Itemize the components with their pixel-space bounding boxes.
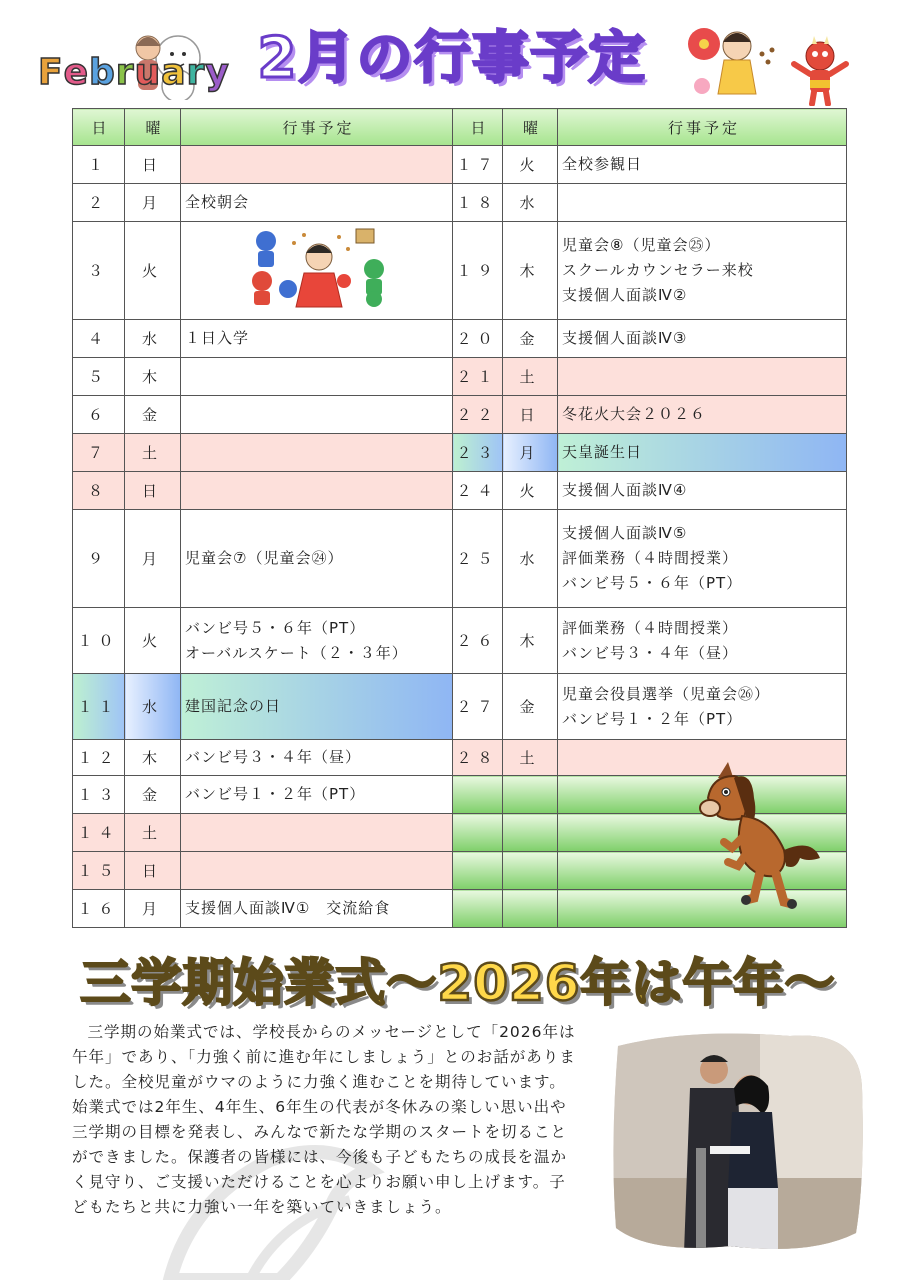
event-cell: [181, 472, 453, 510]
event-line: 児童会役員選挙（児童会㉖）: [562, 684, 771, 703]
header-dow: 曜: [503, 109, 558, 146]
event-cell: １日入学: [181, 320, 453, 358]
event-cell: [181, 852, 453, 890]
event-cell: [558, 608, 847, 674]
weekday-cell: 土: [125, 814, 181, 852]
day-cell: ２２: [453, 396, 503, 434]
event-line: バンビ号５・６年（PT）: [185, 618, 366, 637]
event-cell: [181, 434, 453, 472]
weekday-cell: 水: [125, 674, 181, 740]
day-cell: ２１: [453, 358, 503, 396]
event-cell: [181, 396, 453, 434]
month-letter: a: [161, 52, 187, 93]
table-row: [73, 358, 847, 396]
ceremony-photo: [610, 1028, 865, 1253]
table-row: [73, 396, 847, 434]
day-cell: ２５: [453, 510, 503, 608]
weekday-cell: 月: [125, 890, 181, 928]
event-cell: 支援個人面談Ⅳ① 交流給食: [181, 890, 453, 928]
event-cell: [558, 510, 847, 608]
weekday-cell: 土: [503, 358, 558, 396]
event-cell: [181, 358, 453, 396]
weekday-cell: 火: [125, 222, 181, 320]
month-letter: b: [89, 52, 116, 93]
day-cell: １２: [73, 740, 125, 776]
event-cell: 冬花火大会２０２６: [558, 396, 847, 434]
page-title: 2月の行事予定: [257, 26, 647, 91]
day-cell: ２８: [453, 740, 503, 776]
table-row: [73, 608, 847, 674]
weekday-cell: 日: [125, 852, 181, 890]
day-cell: １: [73, 146, 125, 184]
event-line: 評価業務（４時間授業）: [562, 618, 739, 637]
event-line: バンビ号５・６年（PT）: [562, 574, 743, 592]
event-cell: [558, 674, 847, 740]
page-header: [0, 0, 905, 108]
weekday-cell: 火: [503, 472, 558, 510]
event-cell: [558, 358, 847, 396]
day-cell: １３: [73, 776, 125, 814]
event-cell: 支援個人面談Ⅳ③: [558, 320, 847, 358]
header-dow: 曜: [125, 109, 181, 146]
weekday-cell: 日: [125, 472, 181, 510]
weekday-cell: 水: [125, 320, 181, 358]
event-cell: [181, 814, 453, 852]
table-row: [73, 434, 847, 472]
filler-cell: [503, 776, 558, 814]
table-header-row: [73, 109, 847, 146]
day-cell: ２: [73, 184, 125, 222]
weekday-cell: 火: [503, 146, 558, 184]
weekday-cell: 水: [503, 184, 558, 222]
day-cell: ２０: [453, 320, 503, 358]
weekday-cell: 日: [503, 396, 558, 434]
header-day: 日: [453, 109, 503, 146]
event-cell: [181, 146, 453, 184]
weekday-cell: 月: [125, 510, 181, 608]
section-title: 三学期始業式～2026年は午年～: [80, 954, 836, 1012]
day-cell: ７: [73, 434, 125, 472]
event-line: オーバルスケート（２・３年）: [185, 643, 408, 662]
table-row: [73, 320, 847, 358]
day-cell: ２６: [453, 608, 503, 674]
month-word: [38, 52, 230, 93]
event-cell: バンビ号３・４年（昼）: [181, 740, 453, 776]
weekday-cell: 土: [125, 434, 181, 472]
month-letter: r: [186, 52, 206, 93]
month-letter: u: [134, 52, 162, 93]
day-cell: １０: [73, 608, 125, 674]
event-line: 支援個人面談Ⅳ⑤: [562, 524, 688, 542]
event-cell: 建国記念の日: [181, 674, 453, 740]
filler-cell: [453, 814, 503, 852]
filler-cell: [503, 852, 558, 890]
table-row: [73, 472, 847, 510]
month-letter: r: [115, 52, 135, 93]
weekday-cell: 月: [503, 434, 558, 472]
table-row: [73, 146, 847, 184]
event-cell: 児童会⑦（児童会㉔）: [181, 510, 453, 608]
day-cell: ２３: [453, 434, 503, 472]
event-line: 児童会⑧（児童会㉕）: [562, 236, 721, 254]
weekday-cell: 水: [503, 510, 558, 608]
day-cell: １９: [453, 222, 503, 320]
event-cell: [558, 222, 847, 320]
event-line: バンビ号１・２年（PT）: [562, 709, 743, 728]
event-line: 評価業務（４時間授業）: [562, 549, 739, 567]
weekday-cell: 金: [503, 674, 558, 740]
header-event: 行事予定: [181, 109, 453, 146]
weekday-cell: 日: [125, 146, 181, 184]
table-row: [73, 222, 847, 320]
day-cell: １１: [73, 674, 125, 740]
red-oni-illustration: [784, 34, 856, 106]
weekday-cell: 土: [503, 740, 558, 776]
article-body: 三学期の始業式では、学校長からのメッセージとして「2026年は午年」であり、「力強く前に進む年にしましょう」とのお話がありました。全校児童がウマのように力強く進むことを期待しています。始業式では2年生、4年生、6年生の代表が冬休みの楽しい思い出や三学期の目標を発表し、みんなで新たな学期のスタートを切ることができました。保護者の皆様には、今後も子どもたちの成長を温かく見守り、ご支援いただけることを心よりお願い申し上げます。子どもたちと共に力強い一年を築いていきましょう。: [72, 1023, 576, 1216]
day-cell: １４: [73, 814, 125, 852]
weekday-cell: 木: [125, 358, 181, 396]
event-line: スクールカウンセラー来校: [562, 261, 754, 279]
weekday-cell: 木: [503, 608, 558, 674]
day-cell: ９: [73, 510, 125, 608]
event-cell: 天皇誕生日: [558, 434, 847, 472]
setsubun-oni-illustration: [244, 223, 394, 311]
month-letter: F: [38, 52, 64, 93]
filler-cell: [453, 890, 503, 928]
girl-bean-throwing-illustration: [682, 14, 782, 106]
month-letter: e: [63, 52, 90, 93]
month-letter: y: [205, 52, 230, 93]
day-cell: １５: [73, 852, 125, 890]
day-cell: １６: [73, 890, 125, 928]
filler-cell: [503, 814, 558, 852]
day-cell: ６: [73, 396, 125, 434]
weekday-cell: 木: [125, 740, 181, 776]
day-cell: ５: [73, 358, 125, 396]
event-cell: 全校参観日: [558, 146, 847, 184]
header-event: 行事予定: [558, 109, 847, 146]
weekday-cell: 月: [125, 184, 181, 222]
filler-cell: [453, 776, 503, 814]
weekday-cell: 金: [503, 320, 558, 358]
day-cell: ２４: [453, 472, 503, 510]
weekday-cell: 金: [125, 776, 181, 814]
event-cell: [558, 184, 847, 222]
weekday-cell: 木: [503, 222, 558, 320]
day-cell: ２７: [453, 674, 503, 740]
event-cell: 支援個人面談Ⅳ④: [558, 472, 847, 510]
weekday-cell: 金: [125, 396, 181, 434]
event-cell: [181, 608, 453, 674]
event-cell: [181, 222, 453, 320]
day-cell: １８: [453, 184, 503, 222]
day-cell: ３: [73, 222, 125, 320]
day-cell: １７: [453, 146, 503, 184]
event-line: 支援個人面談Ⅳ②: [562, 286, 688, 304]
table-row: [73, 184, 847, 222]
table-row: [73, 674, 847, 740]
horse-illustration: [688, 758, 828, 918]
event-cell: バンビ号１・２年（PT）: [181, 776, 453, 814]
table-row: [73, 510, 847, 608]
weekday-cell: 火: [125, 608, 181, 674]
event-cell: 全校朝会: [181, 184, 453, 222]
header-day: 日: [73, 109, 125, 146]
filler-cell: [503, 890, 558, 928]
day-cell: ４: [73, 320, 125, 358]
day-cell: ８: [73, 472, 125, 510]
event-line: バンビ号３・４年（昼）: [562, 643, 739, 662]
filler-cell: [453, 852, 503, 890]
